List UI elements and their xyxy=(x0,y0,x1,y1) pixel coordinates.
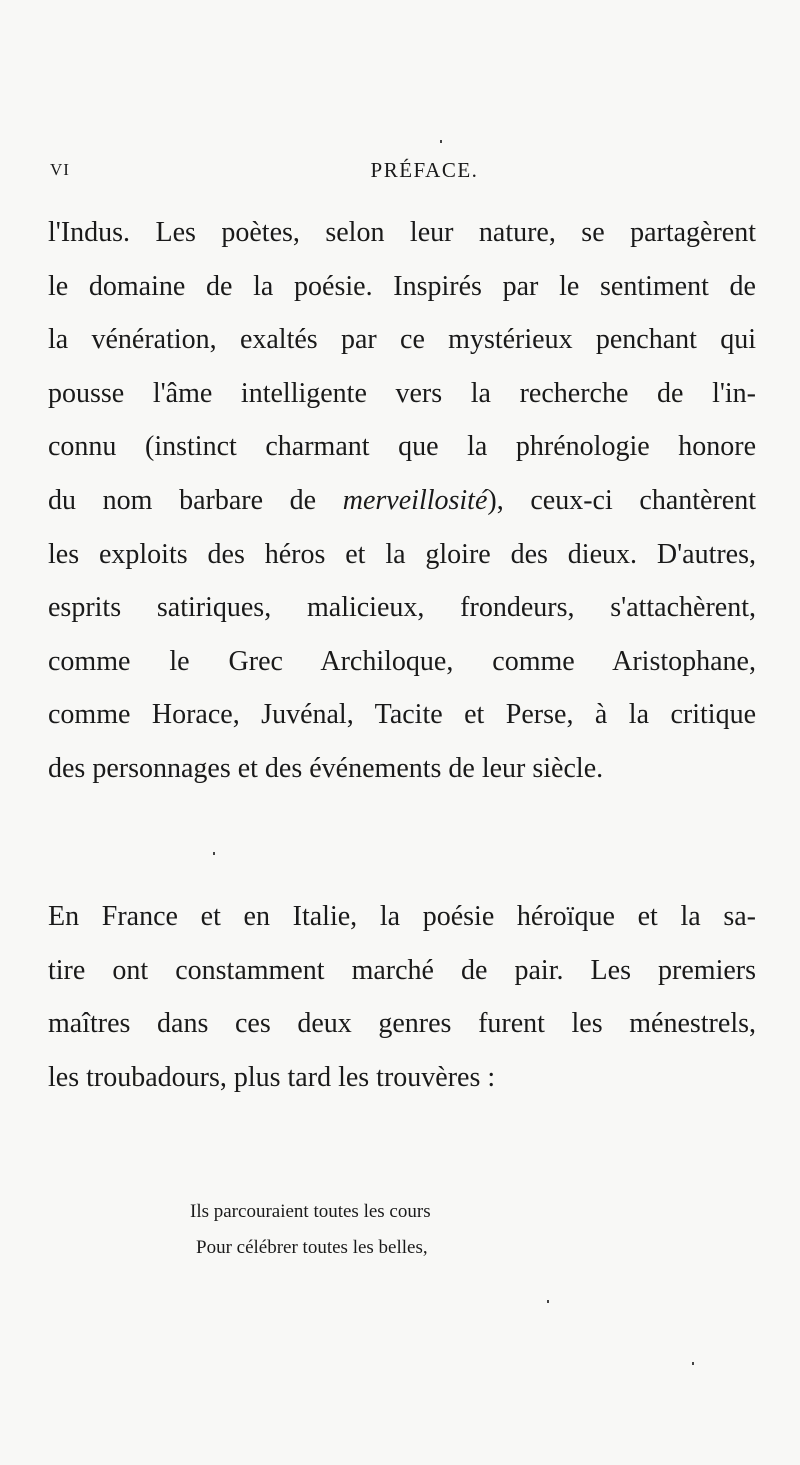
verse-line: Pour célébrer toutes les belles, xyxy=(196,1237,428,1258)
ink-speck xyxy=(440,140,442,143)
running-head xyxy=(50,158,755,188)
text-line: le domaine de la poésie. Inspirés par le sentiment de xyxy=(48,270,756,302)
ink-speck xyxy=(547,1300,549,1303)
text-line: les exploits des héros et la gloire des dieux. D'autres, xyxy=(48,538,756,570)
text-line: En France et en Italie, la poésie héroïque et la sa- xyxy=(48,901,756,932)
text-line: pousse l'âme intelligente vers la recherche de l'in- xyxy=(48,377,756,409)
verse-line: Ils parcouraient toutes les cours xyxy=(190,1201,431,1222)
text-line: les troubadours, plus tard les trouvères : xyxy=(48,1061,496,1093)
text-line-with-italic xyxy=(48,474,756,528)
text-line: la vénération, exaltés par ce mystérieux penchant qui xyxy=(48,324,756,356)
ink-speck xyxy=(692,1362,694,1365)
page-title: PRÉFACE. xyxy=(370,158,479,182)
text-line: esprits satiriques, malicieux, frondeurs, s'attachèrent, xyxy=(48,592,756,624)
text-line: comme le Grec Archiloque, comme Aristophane, xyxy=(48,645,756,677)
page-number: VI xyxy=(50,160,70,179)
text-line: tire ont constamment marché de pair. Les premiers xyxy=(48,954,756,986)
text-line: connu (instinct charmant que la phrénologie honore xyxy=(48,431,756,463)
ink-speck xyxy=(213,852,215,855)
paragraph-2 xyxy=(48,890,756,1104)
text-line: l'Indus. Les poètes, selon leur nature, se partagèrent xyxy=(48,217,756,248)
paragraph-1 xyxy=(48,206,756,796)
italic-term: merveillosité xyxy=(342,484,488,516)
verse-quotation xyxy=(190,1194,431,1266)
text-line: des personnages et des événements de leur siècle. xyxy=(48,752,604,784)
text-segment: ), ceux-ci chantèrent xyxy=(487,484,757,516)
text-segment: du nom barbare de xyxy=(48,484,343,516)
text-line: maîtres dans ces deux genres furent les ménestrels, xyxy=(48,1008,756,1040)
text-line: comme Horace, Juvénal, Tacite et Perse, à la critique xyxy=(48,699,756,731)
